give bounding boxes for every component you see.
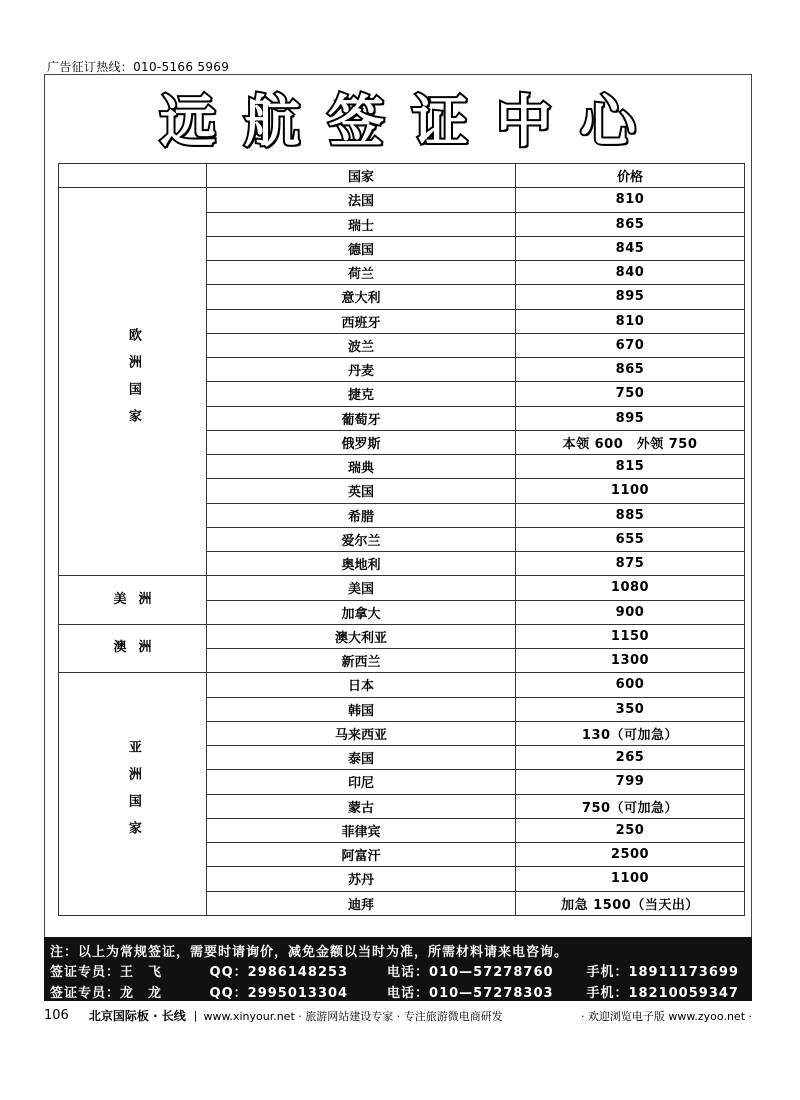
price-cell: 810 [516,188,745,212]
region-cell: 澳洲 [59,624,207,673]
country-cell: 德国 [207,236,516,260]
contact-panel [44,937,752,1001]
contact-note: 注：以上为常规签证，需要时请询价，减免金额以当时为准，所需材料请来电咨询。 [50,945,569,960]
price-cell: 670 [516,333,745,357]
price-cell: 895 [516,285,745,309]
price-cell: 250 [516,818,745,842]
country-cell: 马来西亚 [207,721,516,745]
table-row [59,576,745,600]
country-cell: 丹麦 [207,358,516,382]
table-row [59,188,745,212]
country-cell: 奥地利 [207,552,516,576]
country-cell: 波兰 [207,333,516,357]
price-cell: 875 [516,552,745,576]
agent-phone: 电话：010—57278760 [387,965,554,980]
price-cell: 1150 [516,624,745,648]
agent-row [50,981,746,1002]
agent-name: 签证专员：龙 龙 [50,986,163,1001]
page-title: 远航签证中心 [160,90,664,155]
price-cell: 2500 [516,843,745,867]
region-header-cell [59,164,207,188]
price-cell: 900 [516,600,745,624]
visa-price-table [58,163,745,916]
price-cell: 750（可加急） [516,794,745,818]
page-footer [44,1007,752,1024]
country-cell: 西班牙 [207,309,516,333]
country-cell: 英国 [207,479,516,503]
country-cell: 瑞士 [207,212,516,236]
country-cell: 印尼 [207,770,516,794]
price-cell: 600 [516,673,745,697]
footer-site-link[interactable]: · 欢迎浏览电子版 www.zyoo.net · [580,1009,752,1023]
ad-hotline: 广告征订热线：010-5166 5969 [47,60,230,74]
price-cell: 799 [516,770,745,794]
table-header-row [59,164,745,188]
country-cell: 泰国 [207,746,516,770]
price-cell: 815 [516,455,745,479]
price-cell: 865 [516,358,745,382]
country-cell: 葡萄牙 [207,406,516,430]
country-cell: 新西兰 [207,649,516,673]
region-cell: 美洲 [59,576,207,625]
price-cell: 810 [516,309,745,333]
country-cell: 瑞典 [207,455,516,479]
country-cell: 迪拜 [207,891,516,915]
page-number: 106 [44,1008,69,1023]
agent-row [50,960,746,981]
agent-mobile: 手机：18210059347 [586,986,739,1001]
price-cell: 1080 [516,576,745,600]
price-cell: 1100 [516,867,745,891]
agent-qq: QQ：2986148253 [209,965,349,980]
country-cell: 荷兰 [207,261,516,285]
country-cell: 法国 [207,188,516,212]
agent-phone: 电话：010—57278303 [387,986,554,1001]
country-header: 国家 [207,164,516,188]
price-cell: 865 [516,212,745,236]
country-cell: 澳大利亚 [207,624,516,648]
table-row [59,624,745,648]
agent-name: 签证专员：王 飞 [50,965,163,980]
country-cell: 俄罗斯 [207,430,516,454]
country-cell: 加拿大 [207,600,516,624]
region-cell: 欧洲国家 [59,188,207,576]
agent-qq: QQ：2995013304 [209,986,349,1001]
country-cell: 希腊 [207,503,516,527]
country-cell: 捷克 [207,382,516,406]
table-row [59,673,745,697]
country-cell: 韩国 [207,697,516,721]
country-cell: 美国 [207,576,516,600]
region-cell: 亚洲国家 [59,673,207,916]
price-cell: 895 [516,406,745,430]
country-cell: 日本 [207,673,516,697]
country-cell: 苏丹 [207,867,516,891]
agent-mobile: 手机：18911173699 [586,965,739,980]
price-cell: 655 [516,527,745,551]
price-cell: 加急 1500（当天出） [516,891,745,915]
section-brand: 北京国际板 · 长线 [88,1009,186,1023]
country-cell: 阿富汗 [207,843,516,867]
country-cell: 蒙古 [207,794,516,818]
price-cell: 845 [516,236,745,260]
price-cell: 本领 600 外领 750 [516,430,745,454]
country-cell: 菲律宾 [207,818,516,842]
price-cell: 265 [516,746,745,770]
price-cell: 350 [516,697,745,721]
price-cell: 130（可加急） [516,721,745,745]
country-cell: 意大利 [207,285,516,309]
price-cell: 1300 [516,649,745,673]
price-header: 价格 [516,164,745,188]
price-cell: 1100 [516,479,745,503]
footer-separator: | [193,1009,198,1022]
footer-tagline: www.xinyour.net · 旅游网站建设专家 · 专注旅游微电商研发 [203,1009,503,1023]
country-cell: 爱尔兰 [207,527,516,551]
price-cell: 840 [516,261,745,285]
price-cell: 750 [516,382,745,406]
price-cell: 885 [516,503,745,527]
